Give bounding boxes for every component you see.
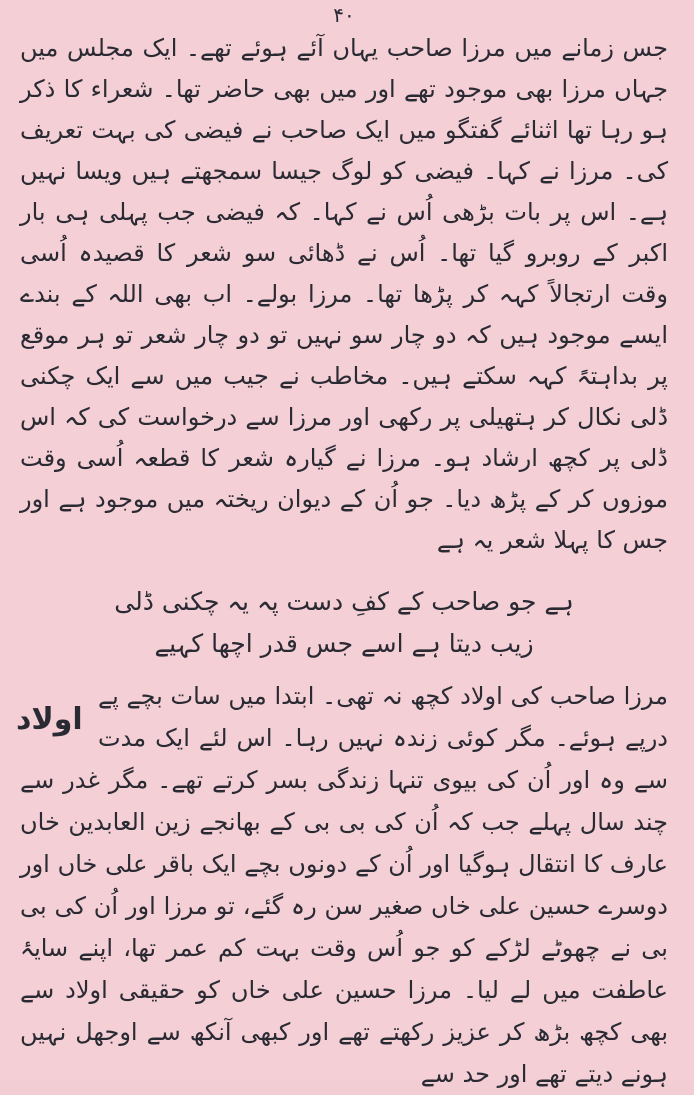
verse-line-2: زیب دیتا ہے اسے جس قدر اچھا کہیے [154,629,534,658]
paragraph-text: جس زمانے میں مرزا صاحب یہاں آئے ہوئے تھے۔ ایک مجلس میں جہاں مرزا بھی موجود تھے اور میں بھی حاضر تھا۔ شعراء کا ذکر ہو رہا تھا اثنائے گفتگو میں ایک صاحب نے فیضی کی بہت تعریف کی۔ مرزا نے کہا۔ فیضی کو لوگ جیسا سمجھتے ہیں ویسا نہیں ہے۔ اس پر بات بڑھی اُس نے کہا۔ کہ فیضی جب پہلی ہی بار اکبر کے روبرو گیا تھا۔ اُس نے ڈھائی سو شعر کا قصیدہ اُسی وقت ارتجالاً کہہ کر پڑھا تھا۔ مرزا بولے۔ اب بھی اللہ کے بندے ایسے موجود ہیں کہ دو چار سو نہیں تو دو چار شعر تو ہر موقع پر بداہتہً کہہ سکتے ہیں۔ مخاطب نے جیب میں سے ایک چکنی ڈلی نکال کر ہتھیلی پر رکھی اور مرزا سے درخواست کی کہ اس ڈلی پر کچھ ارشاد ہو۔ مرزا نے گیارہ شعر کا قطعہ اُسی وقت موزوں کر کے پڑھ دیا۔ جو اُن کے دیوان ریختہ میں موجود ہے اور جس کا پہلا شعر یہ ہے [20,34,668,554]
offspring-section [16,675,668,1095]
main-paragraph [20,28,668,561]
verse-couplet [20,581,668,665]
verse-line-1: ہے جو صاحب کے کفِ دست پہ یہ چکنی ڈلی [114,587,574,616]
page-number: ۴۰ [333,3,355,27]
section-paragraph: مرزا صاحب کی اولاد کچھ نہ تھی۔ ابتدا میں سات بچے پے درپے ہوئے۔ مگر کوئی زندہ نہیں رہا۔ اس لئے ایک مدت سے وہ اور اُن کی بیوی تنہا زندگی بسر کرتے تھے۔ مگر غدر سے چند سال پہلے جب کہ اُن کی بی بی کے بھانجے زین العابدین خاں عارف کا انتقال ہوگیا اور اُن کے دونوں بچے ایک باقر علی خاں اور دوسرے حسین علی خاں صغیر سن رہ گئے، تو مرزا اور اُن کی بی بی نے چھوٹے لڑکے کو جو اُس وقت بہت کم عمر تھا، اپنے سایۂ عاطفت میں لے لیا۔ مرزا حسین علی خاں کو حقیقی اولاد سے بھی کچھ بڑھ کر عزیز رکھتے تھے اور کبھی آنکھ سے اوجھل نہیں ہونے دیتے تھے اور حد سے [20,682,668,1088]
section-heading: اولاد [16,702,83,737]
